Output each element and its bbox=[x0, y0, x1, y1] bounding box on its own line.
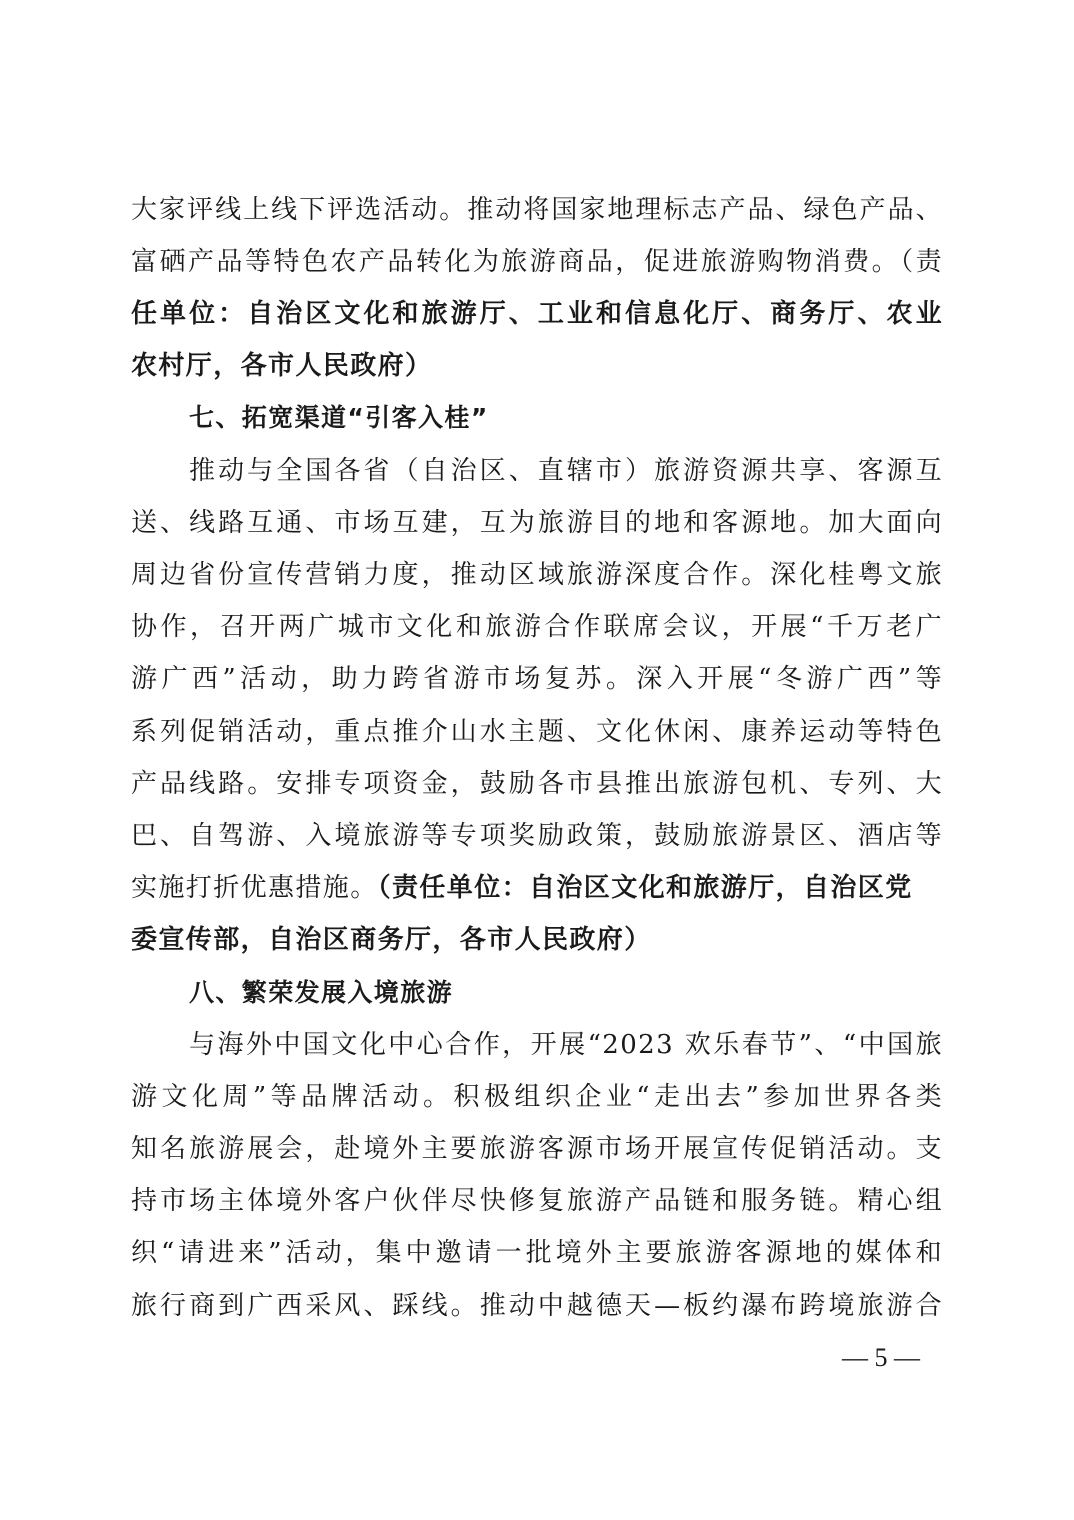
body-text-line: 游广西”活动，助力跨省游市场复苏。深入开展“冬游广西”等 bbox=[131, 664, 943, 694]
body-text-line: 送、线路互通、市场互建，互为旅游目的地和客源地。加大面向 bbox=[131, 508, 943, 538]
responsibility-line: 委宣传部，自治区商务厅，各市人民政府） bbox=[131, 925, 652, 955]
body-text-line: 系列促销活动，重点推介山水主题、文化休闲、康养运动等特色 bbox=[131, 717, 943, 747]
body-text-line: 推动与全国各省（自治区、直辖市）旅游资源共享、客源互 bbox=[189, 456, 943, 486]
body-text-segment: 实施打折优惠措施。 bbox=[131, 873, 378, 903]
responsibility-line: 任单位：自治区文化和旅游厅、工业和信息化厅、商务厅、农业 bbox=[131, 299, 943, 329]
body-text-line: 产品线路。安排专项资金，鼓励各市县推出旅游包机、专列、大 bbox=[131, 769, 943, 799]
body-text-line: 巴、自驾游、入境旅游等专项奖励政策，鼓励旅游景区、酒店等 bbox=[131, 821, 943, 851]
mixed-text-line bbox=[131, 868, 943, 908]
responsibility-line: 农村厅，各市人民政府） bbox=[131, 351, 433, 381]
responsibility-segment: （责任单位：自治区文化和旅游厅，自治区党 bbox=[377, 873, 913, 903]
page-number: — 5 — bbox=[842, 1343, 920, 1372]
body-text-line: 知名旅游展会，赴境外主要旅游客源市场开展宣传促销活动。支 bbox=[131, 1134, 943, 1164]
body-text-line: 旅行商到广西采风、踩线。推动中越德天—板约瀑布跨境旅游合 bbox=[131, 1291, 943, 1321]
body-text-line: 游文化周”等品牌活动。积极组织企业“走出去”参加世界各类 bbox=[131, 1082, 943, 1112]
body-text-line: 协作，召开两广城市文化和旅游合作联席会议，开展“千万老广 bbox=[131, 612, 943, 642]
body-text-line: 织“请进来”活动，集中邀请一批境外主要旅游客源地的媒体和 bbox=[131, 1238, 943, 1268]
section-heading-8: 八、繁荣发展入境旅游 bbox=[189, 978, 454, 1007]
body-text-line: 持市场主体境外客户伙伴尽快修复旅游产品链和服务链。精心组 bbox=[131, 1186, 943, 1216]
section-heading-7: 七、拓宽渠道“引客入桂” bbox=[189, 403, 489, 432]
body-text-line: 富硒产品等特色农产品转化为旅游商品，促进旅游购物消费。（责 bbox=[131, 247, 943, 277]
body-text-line: 周边省份宣传营销力度，推动区域旅游深度合作。深化桂粤文旅 bbox=[131, 560, 943, 590]
body-text-line: 与海外中国文化中心合作，开展“2023 欢乐春节”、“中国旅 bbox=[189, 1030, 943, 1060]
body-text-line: 大家评线上线下评选活动。推动将国家地理标志产品、绿色产品、 bbox=[131, 195, 943, 225]
